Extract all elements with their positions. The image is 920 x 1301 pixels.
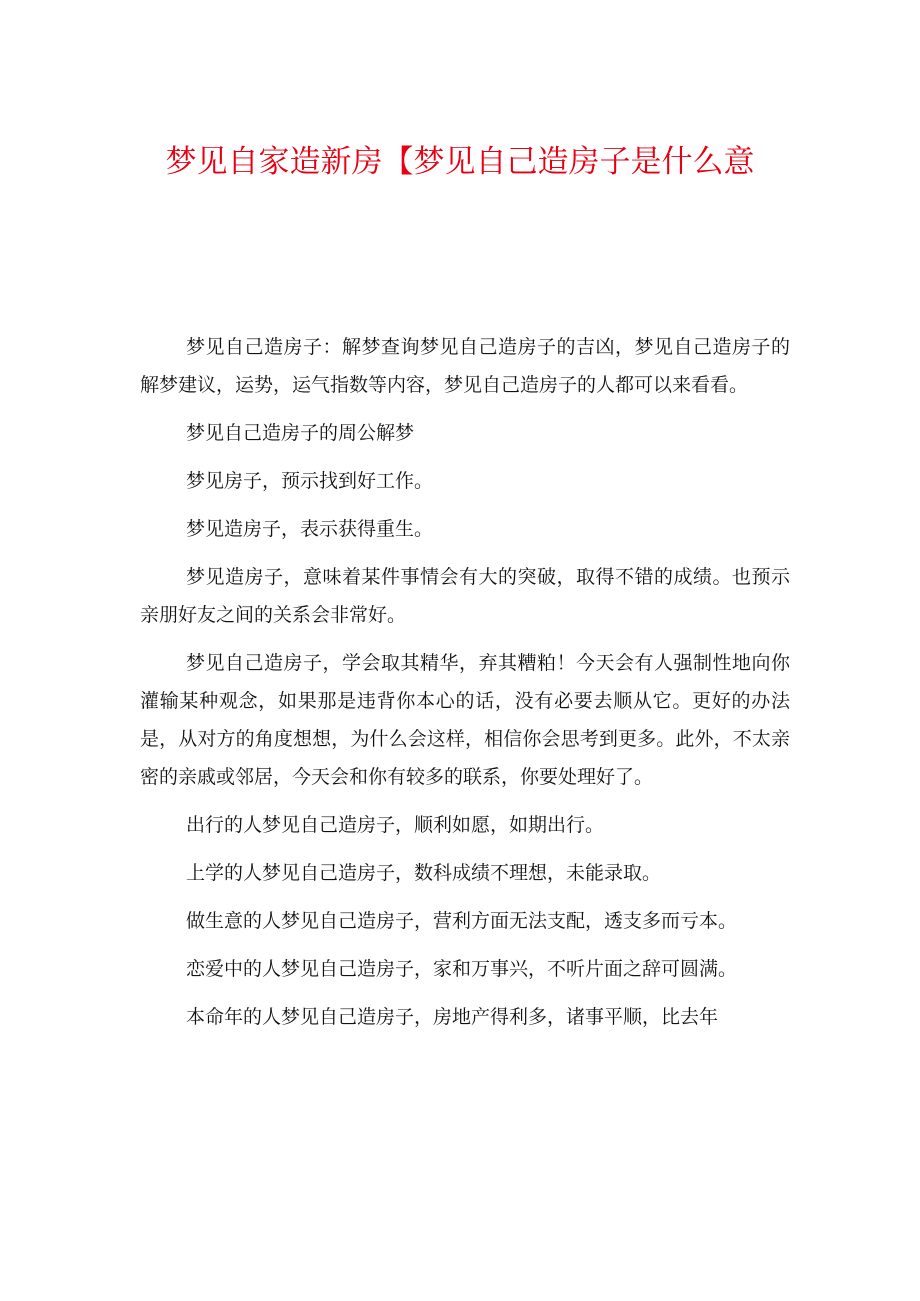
paragraph: 出行的人梦见自己造房子，顺利如愿，如期出行。: [186, 814, 605, 836]
paragraph: 梦见房子，预示找到好工作。: [186, 470, 434, 492]
paragraph: 梦见自己造房子，学会取其精华，弃其糟粕！今天会有人强制性地向你灌输某种观念，如果那是违背你本心的话，没有必要去顺从它。更好的办法是，从对方的角度想想，为什么会这样，相信你会思考到更多。此外，不太亲密的亲戚或邻居，今天会和你有较多的联系，你要处理好了。: [140, 652, 790, 788]
paragraph: 梦见造房子，表示获得重生。: [186, 518, 434, 540]
paragraph: 梦见自己造房子：解梦查询梦见自己造房子的吉凶，梦见自己造房子的解梦建议，运势，运气指数等内容，梦见自己造房子的人都可以来看看。: [140, 336, 790, 396]
paragraph: 梦见自己造房子的周公解梦: [186, 422, 415, 444]
paragraph: 本命年的人梦见自己造房子，房地产得利多，诸事平顺，比去年: [186, 1006, 719, 1028]
document-body: [140, 328, 790, 1046]
paragraph: 恋爱中的人梦见自己造房子，家和万事兴，不听片面之辞可圆满。: [186, 958, 738, 980]
paragraph: 做生意的人梦见自己造房子，营利方面无法支配，透支多而亏本。: [186, 910, 738, 932]
paragraph: 上学的人梦见自己造房子，数科成绩不理想，未能录取。: [186, 862, 662, 884]
paragraph: 梦见造房子，意味着某件事情会有大的突破，取得不错的成绩。也预示亲朋好友之间的关系会非常好。: [140, 566, 790, 626]
document-title: 梦见自家造新房【梦见自己造房子是什么意: [165, 144, 755, 180]
